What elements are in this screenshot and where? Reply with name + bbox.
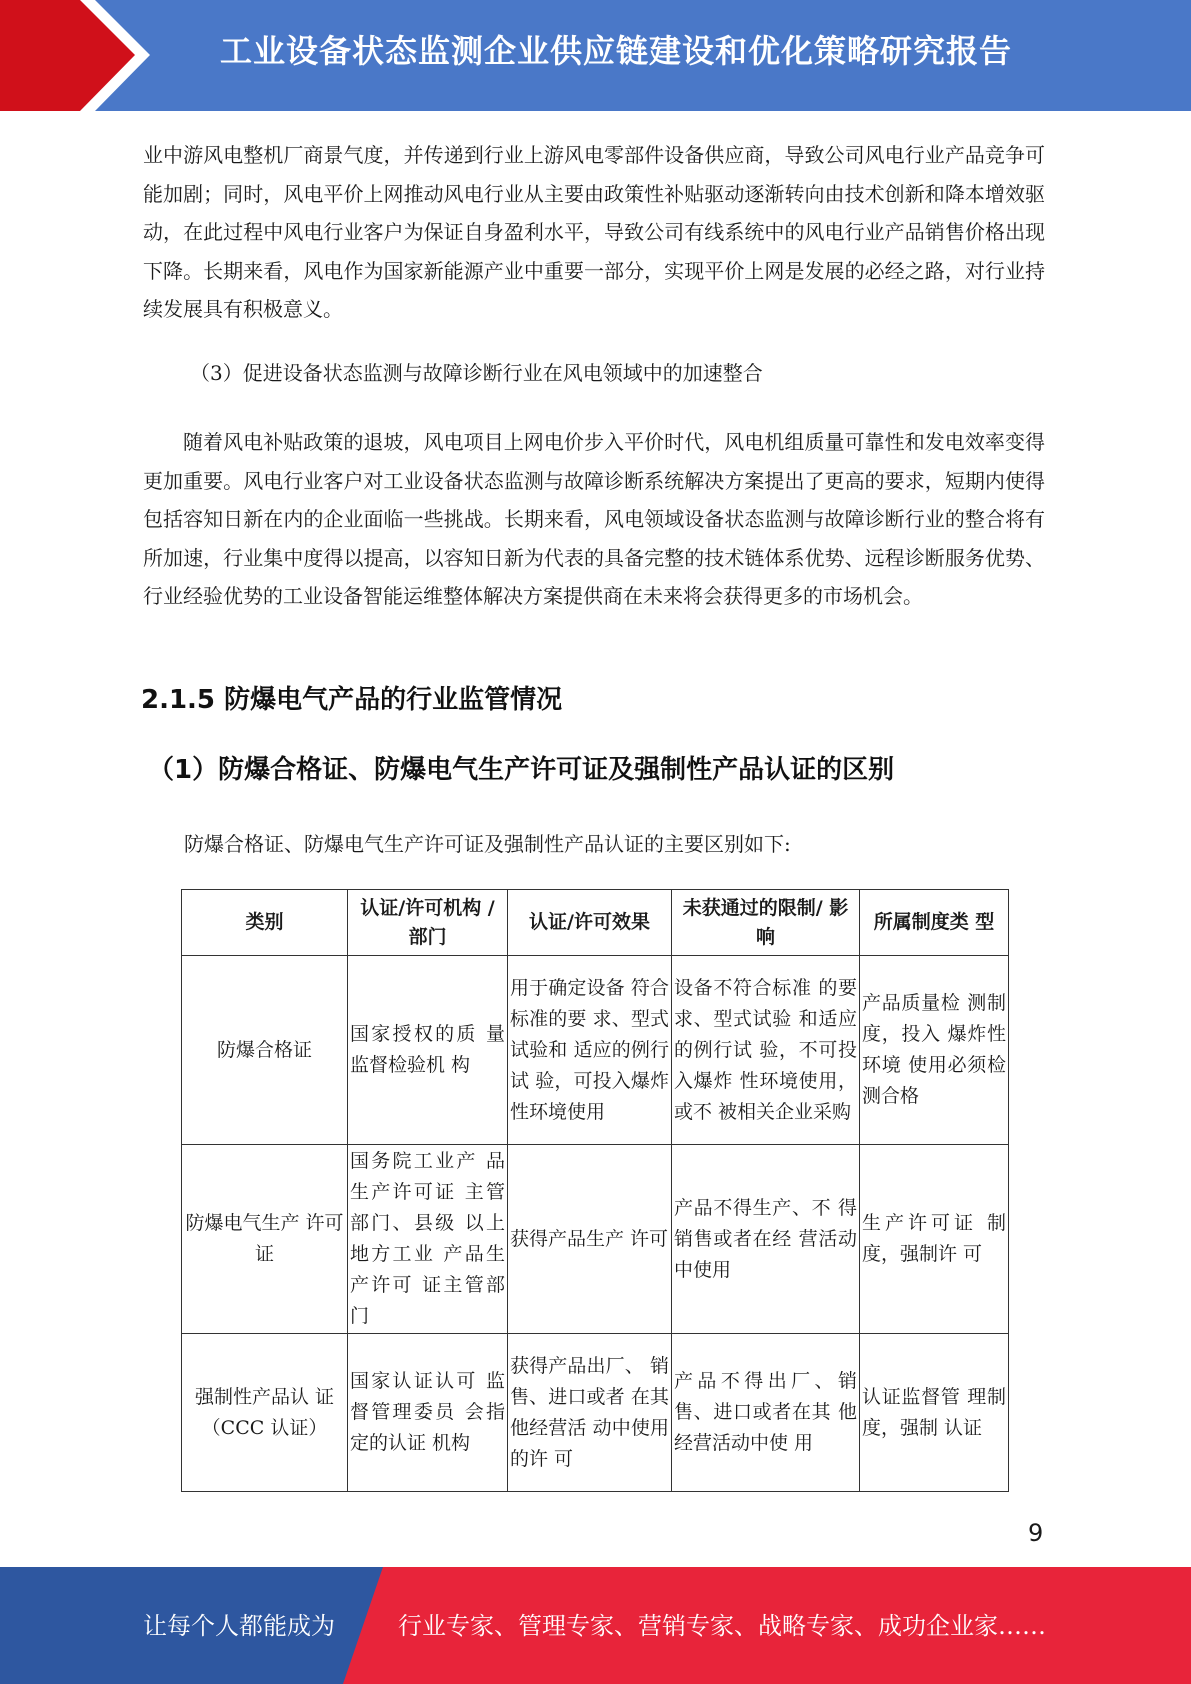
header-red-arrow-shape — [0, 0, 150, 111]
footer-banner — [0, 1567, 1191, 1684]
row-category-cell: 强制性产品认 证（CCC 认证） — [182, 1334, 348, 1492]
comparison-table — [181, 889, 1009, 1492]
row-category-cell: 防爆电气生产 许可证 — [182, 1145, 348, 1334]
effect-cell: 获得产品出厂、 销售、进口或者 在其他经营活 动中使用的许 可 — [508, 1334, 672, 1492]
table-header-row — [182, 890, 1009, 956]
restriction-cell: 设备不符合标准 的要求、型式试验 和适应的例行试 验，不可投入爆炸 性环境使用，或不 被相关企业采购 — [672, 956, 860, 1145]
table-row — [182, 956, 1009, 1145]
restriction-cell: 产品不得出厂、销 售、进口或者在其 他经营活动中使 用 — [672, 1334, 860, 1492]
table-intro-text: 防爆合格证、防爆电气生产许可证及强制性产品认证的主要区别如下: — [184, 832, 791, 856]
footer-slogan-right: 行业专家、管理专家、营销专家、战略专家、成功企业家…… — [398, 1612, 1046, 1640]
col-header-category: 类别 — [182, 890, 348, 956]
subheading-3: （3）促进设备状态监测与故障诊断行业在风电领域中的加速整合 — [190, 361, 763, 385]
report-title: 工业设备状态监测企业供应链建设和优化策略研究报告 — [220, 32, 1013, 70]
effect-cell: 用于确定设备 符合标准的要 求、型式试验和 适应的例行试 验，可投入爆炸 性环境使用 — [508, 956, 672, 1145]
system-type-cell: 生产许可证 制度，强制许 可 — [860, 1145, 1009, 1334]
col-header-effect: 认证/许可效果 — [508, 890, 672, 956]
restriction-cell: 产品不得生产、不 得销售或者在经 营活动中使用 — [672, 1145, 860, 1334]
paragraph-wind-price: 业中游风电整机厂商景气度，并传递到行业上游风电零部件设备供应商，导致公司风电行业产品竞争可能加剧；同时，风电平价上网推动风电行业从主要由政策性补贴驱动逐渐转向由技术创新和降本增效驱动，在此过程中风电行业客户为保证自身盈利水平，导致公司有线系统中的风电行业产品销售价格出现下降。长期来看，风电作为国家新能源产业中重要一部分，实现平价上网是发展的必经之路，对行业持续发展具有积极意义。 — [143, 143, 1045, 321]
authority-cell: 国务院工业产 品生产许可证 主管部门、县级 以上地方工业 产品生产许可 证主管部门 — [348, 1145, 508, 1334]
header-banner — [0, 0, 1191, 111]
system-type-cell: 产品质量检 测制度，投入 爆炸性环境 使用必须检 测合格 — [860, 956, 1009, 1145]
authority-cell: 国家授权的质 量监督检验机 构 — [348, 956, 508, 1145]
section-heading: 2.1.5 防爆电气产品的行业监管情况 — [141, 685, 563, 715]
effect-cell: 获得产品生产 许可 — [508, 1145, 672, 1334]
col-header-authority: 认证/许可机构 / 部门 — [348, 890, 508, 956]
col-header-system-type: 所属制度类 型 — [860, 890, 1009, 956]
paragraph-consolidation: 随着风电补贴政策的退坡，风电项目上网电价步入平价时代，风电机组质量可靠性和发电效率变得更加重要。风电行业客户对工业设备状态监测与故障诊断系统解决方案提出了更高的要求，短期内使得包括容知日新在内的企业面临一些挑战。长期来看，风电领域设备状态监测与故障诊断行业的整合将有所加速，行业集中度得以提高，以容知日新为代表的具备完整的技术链体系优势、远程诊断服务优势、行业经验优势的工业设备智能运维整体解决方案提供商在未来将会获得更多的市场机会。 — [143, 430, 1045, 608]
row-category-cell: 防爆合格证 — [182, 956, 348, 1145]
footer-slogan-left: 让每个人都能成为 — [143, 1612, 335, 1640]
table-row — [182, 1334, 1009, 1492]
col-header-restriction: 未获通过的限制/ 影响 — [672, 890, 860, 956]
subsection-heading: （1）防爆合格证、防爆电气生产许可证及强制性产品认证的区别 — [148, 755, 895, 785]
system-type-cell: 认证监督管 理制度，强制 认证 — [860, 1334, 1009, 1492]
table-row — [182, 1145, 1009, 1334]
authority-cell: 国家认证认可 监督管理委员 会指定的认证 机构 — [348, 1334, 508, 1492]
page-number: 9 — [1028, 1519, 1044, 1547]
